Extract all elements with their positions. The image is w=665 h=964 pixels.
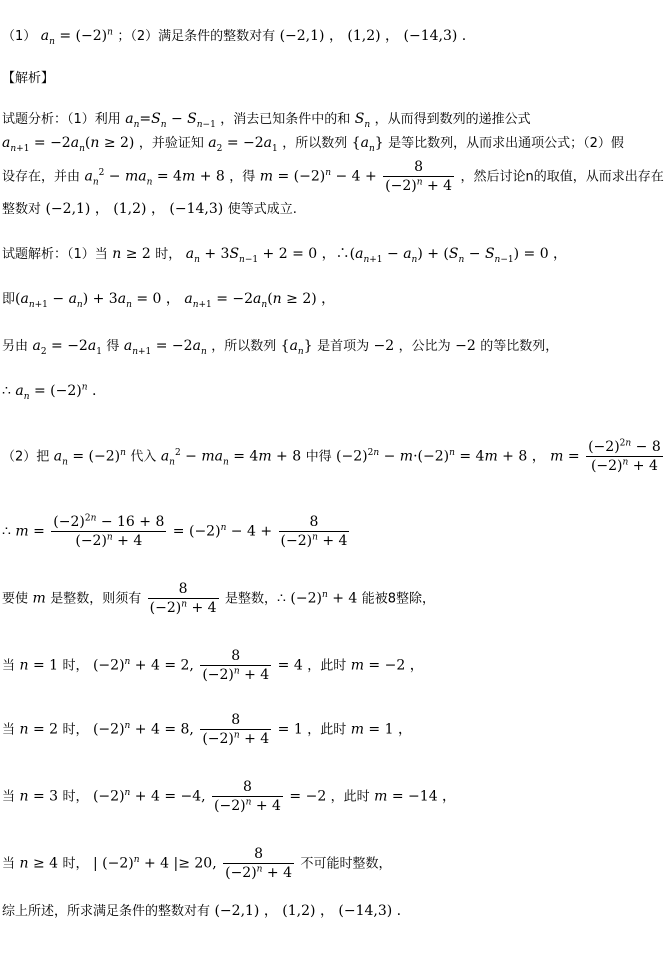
solution-text: 时， [62,658,89,674]
solution-text: 即 [2,292,16,307]
solution-line-3: 另由 $a_2 = -2a_1$ 得 $a_{n+1} = -2a_n$ ，所以数列 $\{a_n\}$ 是首项为 −2 ，公比为 −2 的等比数列， [2,338,559,357]
analysis-text: 使等式成立. [227,202,297,217]
analysis-text: ，得 [229,169,256,185]
pair-2: (1,2) [347,28,381,44]
solution-text: ，此时 [307,658,347,674]
pair-1: (−2,1) [279,28,325,44]
solution-text: 时， [62,856,89,872]
case-n1: 当 n = 1 时， $(-2)^n + 4 = 2$, $\frac{8}{(-2)^n + 4}$ = 4 ，此时 m = −2 ， [2,648,424,683]
solution-label: 试题解析：（1）当 [2,247,108,262]
analysis-text: ，从而得到数列的递推公式 [374,112,531,127]
fraction: $\frac{8}{(-2)^n + 4}$ [214,779,281,814]
fraction: $\frac{8}{(-2)^n + 4}$ [202,712,270,747]
solution-line-2: 即$(a_{n+1} - a_n) + 3a_n = 0$ ， $a_{n+1} = -2a_n(n \ge 2)$ ， [2,291,336,310]
solution-text: 是整数，则须有 [50,591,142,607]
case-n4: 当 n ≥ 4 时， | $(-2)^n + 4$ |≥ 20, $\frac{8}{(-2)^n + 4}$ 不可能时整数， [2,846,392,881]
analysis-line-4: 整数对 (−2,1) ， (1,2) ， (−14,3) 使等式成立. [2,201,297,217]
pair-3: (−14,3) [338,903,393,919]
pair-1: (−2,1) [45,201,91,217]
solution-text: 当 [2,789,16,805]
solution-text: 能被8整除， [361,591,436,607]
solution-text: 时， [62,722,89,738]
solution-text: 的等比数列， [480,339,559,354]
answer-label: （1） [2,29,37,44]
fraction: $\frac{8}{(-2)^n + 4}$ [280,514,348,549]
solution-text: 是首项为 [317,339,370,354]
solution-text: 中得 [305,449,332,465]
fraction: $\frac{8}{(-2)^n + 4}$ [149,581,217,616]
pair-3: (−14,3) [169,201,224,217]
solution-text: ，此时 [307,722,347,738]
analysis-text: 设存在，并由 [2,169,81,185]
solution-text: 是整数， [225,591,278,607]
case-n2: 当 n = 2 时， $(-2)^n + 4 = 8$, $\frac{8}{(-2)^n + 4}$ = 1 ，此时 m = 1 ， [2,712,412,747]
fraction: $\frac{8}{(-2)^n + 4}$ [225,846,293,881]
pair-2: (1,2) [282,903,316,919]
solution-line-1: 试题解析：（1）当 n ≥ 2 时， $a_n + 3S_{n-1} + 2 = 0$ ，$\therefore(a_{n+1} - a_n) + (S_n - S_{n-1}) = 0$ ， [2,246,568,265]
analysis-line-1: 试题分析：（1）利用 $a_n=S_n - S_{n-1}$ ，消去已知条件中的和 $S_n$ ，从而得到数列的递推公式 [2,111,531,130]
solution-line-7: 要使 m 是整数，则须有 $\frac{8}{(-2)^n + 4}$ 是整数，∴ $(-2)^n + 4$ 能被8整除， [2,581,436,616]
solution-text: 当 [2,722,16,738]
analysis-text: ，所以数列 [282,136,348,151]
case-n3: 当 n = 3 时， $(-2)^n + 4 = -4$, $\frac{8}{(-2)^n + 4}$ = −2 ，此时 m = −14 ， [2,779,457,814]
solution-text: 得 [106,339,120,354]
answer-text: ；（2）满足条件的整数对有 [117,29,276,44]
solution-text: ，公比为 [398,339,451,354]
solution-text: 当 [2,856,16,872]
analysis-line-2: $a_{n+1} = -2a_n(n \ge 2)$ ，并验证知 $a_2 = -2a_1$ ，所以数列 $\{a_n\}$ 是等比数列，从而求出通项公式；（2）假 [2,135,624,154]
solution-text: （2）把 [2,449,50,465]
solution-text: 当 [2,658,16,674]
fraction: $\frac{8}{(-2)^n + 4}$ [385,159,453,194]
pair-3: (−14,3) [403,28,458,44]
pair-2: (1,2) [113,201,147,217]
solution-line-4: ∴ $a_n = (-2)^n$ . [2,382,97,402]
answer-line: （1） $a_n = (-2)^n$ ；（2）满足条件的整数对有 (−2,1) ， (1,2) ， (−14,3) . [2,27,467,47]
solution-text: 时， [155,247,182,262]
fraction: $\frac{(-2)^{2n} - 16 + 8}{(-2)^n + 4}$ [53,513,165,549]
solution-text: 代入 [130,449,157,465]
pair-1: (−2,1) [214,903,260,919]
analysis-text: 是等比数列，从而求出通项公式；（2）假 [388,136,624,151]
conclusion-line: 综上所述，所求满足条件的整数对有 (−2,1) ， (1,2) ， (−14,3) . [2,903,402,919]
analysis-text: ，然后讨论n的取值，从而求出存在 [460,169,664,185]
fraction: $\frac{(-2)^{2n} - 8}{(-2)^n + 4}$ [588,438,661,474]
fraction: $\frac{8}{(-2)^n + 4}$ [202,648,270,683]
analysis-line-3: 设存在，并由 $a_n^2 - ma_n = 4m + 8$ ，得 $m = (-2)^n - 4$ + $\frac{8}{(-2)^n + 4}$ ，然后讨论n的取值，从而求出存在 [2,159,664,194]
jiexi-heading: 【解析】 [2,71,55,86]
solution-line-5: （2）把 $a_n = (-2)^n$ 代入 $a_n^2 - ma_n = 4m + 8$ 中得 $(-2)^{2n} - m\cdot(-2)^n = 4m + 8$ ， m = $\frac{(-2)^{2n} - 8}{(-2)^n + 4}$ [2,438,661,474]
analysis-label: 试题分析：（1）利用 [2,112,121,127]
analysis-text: ，消去已知条件中的和 [220,112,351,127]
solution-line-6: ∴ m = $\frac{(-2)^{2n} - 16 + 8}{(-2)^n + 4}$ = $(-2)^n - 4$ + $\frac{8}{(-2)^n + 4}$ [2,513,348,549]
solution-text: ，此时 [330,789,370,805]
solution-text: 不可能时整数， [300,856,392,872]
solution-text: 要使 [2,591,29,607]
solution-text: 综上所述，所求满足条件的整数对有 [2,904,211,919]
solution-text: 时， [62,789,89,805]
analysis-text: ，并验证知 [138,136,204,151]
solution-text: ，所以数列 [211,339,277,354]
solution-text: 另由 [2,339,29,354]
analysis-text: 整数对 [2,202,42,217]
